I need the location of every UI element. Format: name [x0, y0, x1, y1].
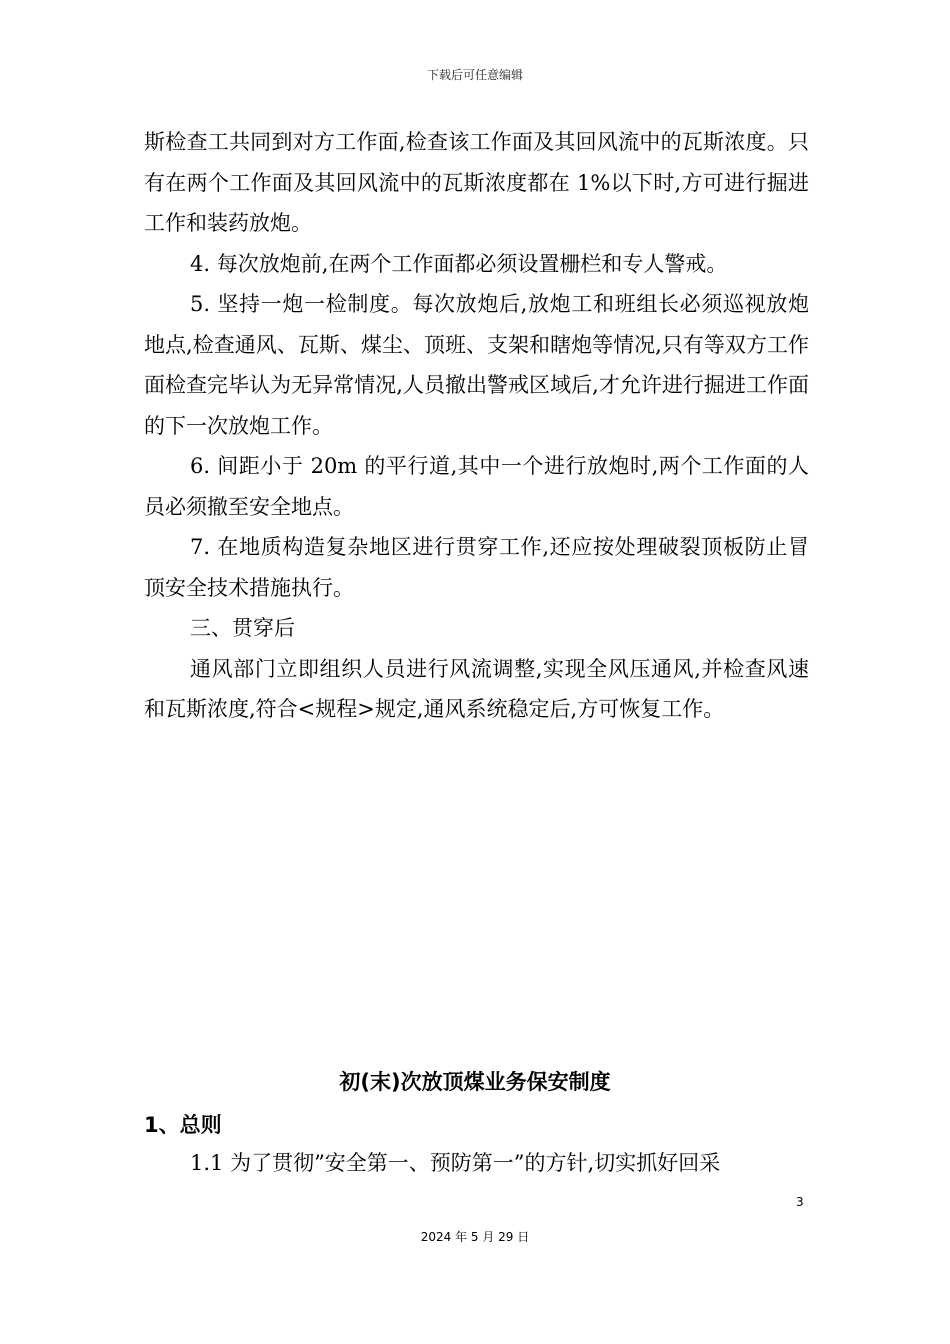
page-number: 3 — [796, 1195, 804, 1209]
paragraph: 5. 坚持一炮一检制度。每次放炮后,放炮工和班组长必须巡视放炮地点,检查通风、瓦斯、煤尘、顶班、支架和瞎炮等情况,只有等双方工作面检查完毕认为无异常情况,人员撤出警戒区域后,才允许进行掘进工作面的下一次放炮工作。 — [144, 292, 809, 438]
paragraph: 通风部门立即组织人员进行风流调整,实现全风压通风,并检查风速和瓦斯浓度,符合<规程>规定,通风系统稳定后,方可恢复工作。 — [144, 656, 809, 721]
section-heading: 1、总则 — [144, 1113, 222, 1137]
paragraph: 7. 在地质构造复杂地区进行贯穿工作,还应按处理破裂顶板防止冒顶安全技术措施执行。 — [144, 535, 809, 600]
page-footer-date: 2024 年 5 月 29 日 — [420, 1230, 530, 1244]
paragraph: 1.1 为了贯彻”安全第一、预防第一”的方针,切实抓好回采 — [190, 1151, 721, 1175]
document-body — [144, 122, 809, 730]
paragraph: 斯检查工共同到对方工作面,检查该工作面及其回风流中的瓦斯浓度。只有在两个工作面及其回风流中的瓦斯浓度都在 1%以下时,方可进行掘进工作和装药放炮。 — [144, 130, 809, 235]
paragraph: 三、贯穿后 — [190, 616, 295, 640]
paragraph: 6. 间距小于 20m 的平行道,其中一个进行放炮时,两个工作面的人员必须撤至安全地点。 — [144, 454, 809, 519]
document-title: 初(末)次放顶煤业务保安制度 — [339, 1070, 611, 1094]
paragraph: 4. 每次放炮前,在两个工作面都必须设置栅栏和专人警戒。 — [190, 251, 728, 276]
page-header: 下载后可任意编辑 — [426, 68, 523, 82]
